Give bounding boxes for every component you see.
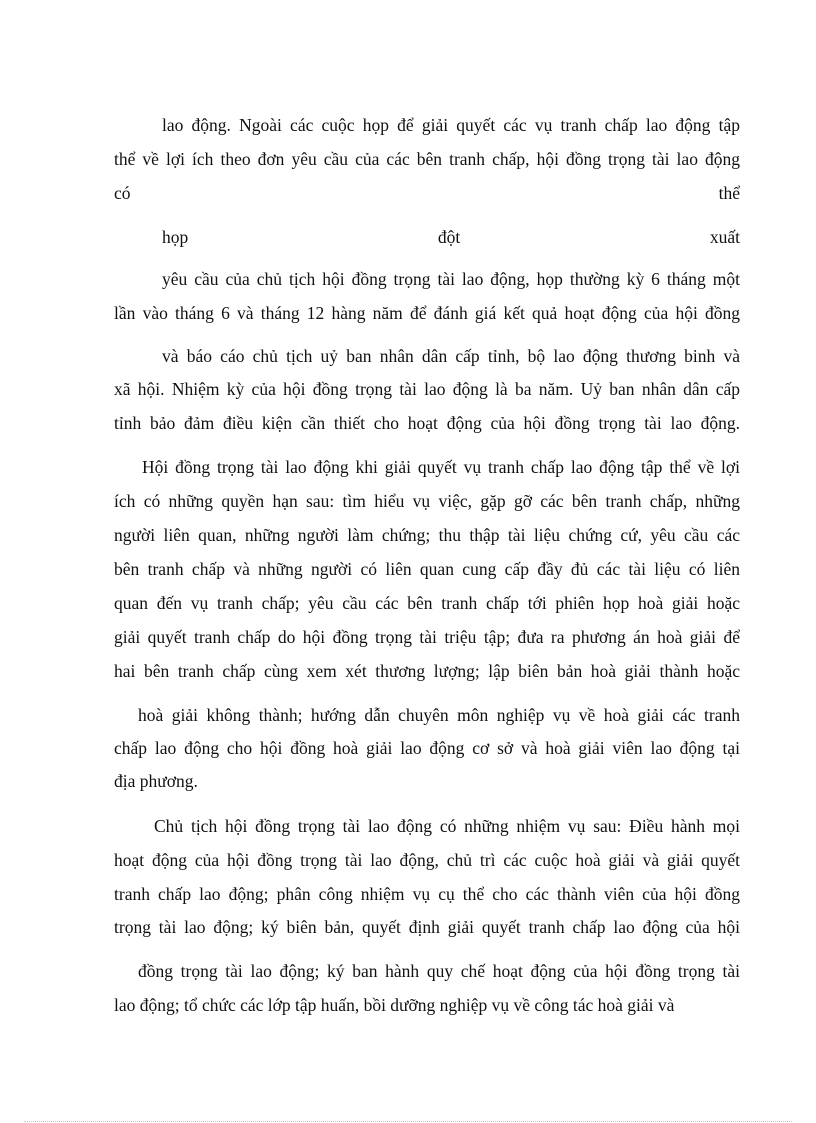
paragraph-line: lần vào tháng 6 và tháng 12 hàng năm để đánh giá kết quả hoạt động của hội đồng (114, 303, 740, 323)
paragraph-line: yêu cầu của chủ tịch hội đồng trọng tài lao động, họp thường kỳ 6 tháng một (162, 269, 740, 289)
paragraph-line: quan đến vụ tranh chấp; yêu cầu các bên tranh chấp tới phiên họp hoà giải hoặc (114, 593, 740, 613)
paragraph-line: lao động. Ngoài các cuộc họp để giải quyết các vụ tranh chấp lao động tập (162, 115, 740, 135)
paragraph-line: bên tranh chấp và những người có liên quan cung cấp đầy đủ các tài liệu có liên (114, 559, 740, 579)
paragraph-line: trọng tài lao động; ký biên bản, quyết định giải quyết tranh chấp lao động của hội (114, 917, 740, 937)
page-bottom-rule (24, 1121, 792, 1122)
paragraph-line: hai bên tranh chấp cùng xem xét thương lượng; lập biên bản hoà giải thành hoặc (114, 661, 740, 681)
paragraph-line: họp đột xuất (162, 227, 740, 247)
paragraph-line: địa phương. (114, 771, 198, 791)
paragraph-line: người liên quan, những người làm chứng; thu thập tài liệu chứng cứ, yêu cầu các (114, 525, 740, 545)
paragraph-line: và báo cáo chủ tịch uỷ ban nhân dân cấp tỉnh, bộ lao động thương binh và (162, 346, 740, 366)
paragraph-line: xã hội. Nhiệm kỳ của hội đồng trọng tài lao động là ba năm. Uỷ ban nhân dân cấp (114, 379, 740, 399)
paragraph-line: tranh chấp lao động; phân công nhiệm vụ cụ thể cho các thành viên của hội đồng (114, 884, 740, 904)
paragraph-line: có thể (114, 183, 740, 203)
paragraph-line: hoà giải không thành; hướng dẫn chuyên môn nghiệp vụ về hoà giải các tranh (138, 705, 740, 725)
paragraph-line: ích có những quyền hạn sau: tìm hiểu vụ việc, gặp gỡ các bên tranh chấp, những (114, 491, 740, 511)
paragraph-line: chấp lao động cho hội đồng hoà giải lao động cơ sở và hoà giải viên lao động tại (114, 738, 740, 758)
paragraph-line: lao động; tổ chức các lớp tập huấn, bồi dưỡng nghiệp vụ về công tác hoà giải và (114, 995, 675, 1015)
paragraph-line: đồng trọng tài lao động; ký ban hành quy chế hoạt động của hội đồng trọng tài (138, 961, 740, 981)
paragraph-line: thể về lợi ích theo đơn yêu cầu của các bên tranh chấp, hội đồng trọng tài lao động (114, 149, 740, 169)
paragraph-line: Hội đồng trọng tài lao động khi giải quyết vụ tranh chấp lao động tập thể về lợi (142, 457, 740, 477)
paragraph-line: hoạt động của hội đồng trọng tài lao động, chủ trì các cuộc hoà giải và giải quyết (114, 850, 740, 870)
paragraph-line: Chủ tịch hội đồng trọng tài lao động có những nhiệm vụ sau: Điều hành mọi (154, 816, 740, 836)
paragraph-line: tỉnh bảo đảm điều kiện cần thiết cho hoạt động của hội đồng trọng tài lao động. (114, 413, 740, 433)
paragraph-line: giải quyết tranh chấp do hội đồng trọng tài triệu tập; đưa ra phương án hoà giải để (114, 627, 740, 647)
